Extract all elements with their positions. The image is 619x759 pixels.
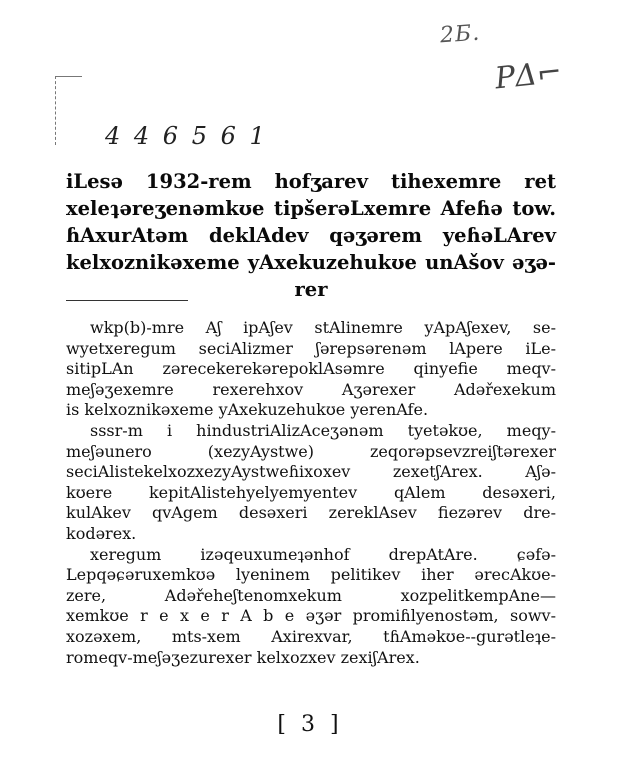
body-line: sitipLAn zərecekerekərepoklAsəmre qinyefie meqv- — [66, 359, 556, 379]
handwritten-mark-right: PΔ⌐ — [493, 54, 564, 97]
title-line: xeleʇəreʒenəmkʊe tipšerəLxemre Afeɦə tow. — [66, 197, 556, 220]
inventory-number: 4 4 6 5 6 1 — [105, 122, 268, 150]
title-line: iLesə 1932-rem hofʒarev tihexemre ret — [66, 170, 556, 193]
body-line: xozəxem, mts-xem Axirexvar, tɦAməkʊe--gurətleʇe- — [66, 626, 556, 646]
body-line: zere, Adəřeheʃtenomxekum xozpelitkempAne— — [66, 585, 556, 605]
body-line: seciAlistekelxozxezyAystweɦixoxev zexetʃArex. Aʃə- — [66, 462, 556, 482]
title-line: ɦAxurAtəm deklAdev qəʒərem yeɦəLArev — [66, 224, 556, 247]
title-line: kelxoznikəxeme yAxekuzehukʊe unAšov əʒə- — [66, 251, 556, 274]
stamp-bracket — [55, 76, 82, 145]
title-divider — [66, 300, 188, 301]
body-line: wkp(b)-mre Aʃ ipAʃev stAlinemre yApAʃexev, se- — [90, 318, 556, 337]
body-line: is kelxoznikəxeme yAxekuzehukʊe yerenAfe. — [66, 400, 429, 420]
body-line: romeqv-meʃəʒezurexer kelxozxev zexiʃArex. — [66, 647, 420, 667]
title-line: rer — [294, 278, 328, 301]
document-title — [66, 168, 556, 303]
body-line: xemkʊe r e x e r A b e əʒər promiɦlyenostəm, sowv- — [66, 606, 556, 626]
body-line: kodərex. — [66, 523, 137, 543]
body-text — [66, 318, 556, 668]
body-line: meʃəʒexemre rexerehxov Aʒərexer Adəřexekum — [66, 379, 556, 399]
body-line: sssr-m i hindustriAlizAceʒənəm tyetəkʊe, meqy- — [90, 420, 556, 440]
body-line: xeregum izəqeuxumeʇənhof drepAtAre. ɕəfə- — [90, 544, 556, 564]
body-line: kʊere kepitAlistehyelyemyentev qAlem desəxeri, — [66, 482, 556, 502]
body-line: wyetxeregum seciAlizmer ʃərepsərenəm lApere iLe- — [66, 338, 556, 358]
page-number: [ 3 ] — [277, 712, 343, 737]
body-line: Lepqəɕəruxemkʊə lyeninem pelitikev iher ərecAkʊe- — [66, 565, 556, 585]
body-line: kulAkev qvAgem desəxeri zereklAsev fiezərev dre- — [66, 503, 556, 523]
handwritten-mark-top: 2Ƃ. — [439, 20, 481, 49]
body-line: meʃəunero (xezyAystwe) zeqorəpsevzreiʃtərexer — [66, 441, 556, 461]
